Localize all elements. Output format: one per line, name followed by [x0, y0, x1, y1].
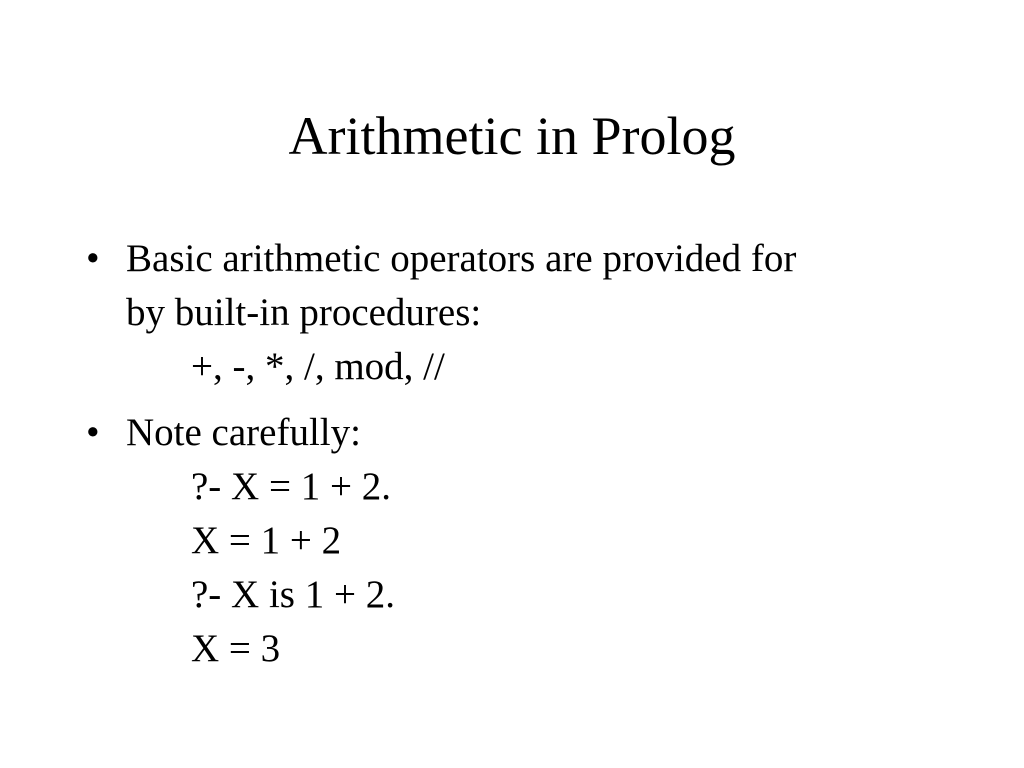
bullet-item-operators	[86, 232, 966, 394]
bullet-icon: •	[86, 237, 100, 280]
code-line: ?- X = 1 + 2.	[191, 465, 391, 508]
bullet-text-line: Basic arithmetic operators are provided for	[126, 237, 797, 280]
bullet-icon: •	[86, 411, 100, 454]
bullet-list	[86, 232, 966, 688]
bullet-text-line: by built-in procedures:	[126, 291, 482, 334]
code-line: X = 1 + 2	[191, 519, 342, 562]
operator-list: +, -, *, /, mod, //	[191, 345, 445, 388]
bullet-text-line: Note carefully:	[126, 411, 361, 454]
code-line: X = 3	[191, 627, 281, 670]
bullet-item-note	[86, 406, 966, 676]
slide-title: Arithmetic in Prolog	[288, 106, 736, 166]
code-line: ?- X is 1 + 2.	[191, 573, 395, 616]
